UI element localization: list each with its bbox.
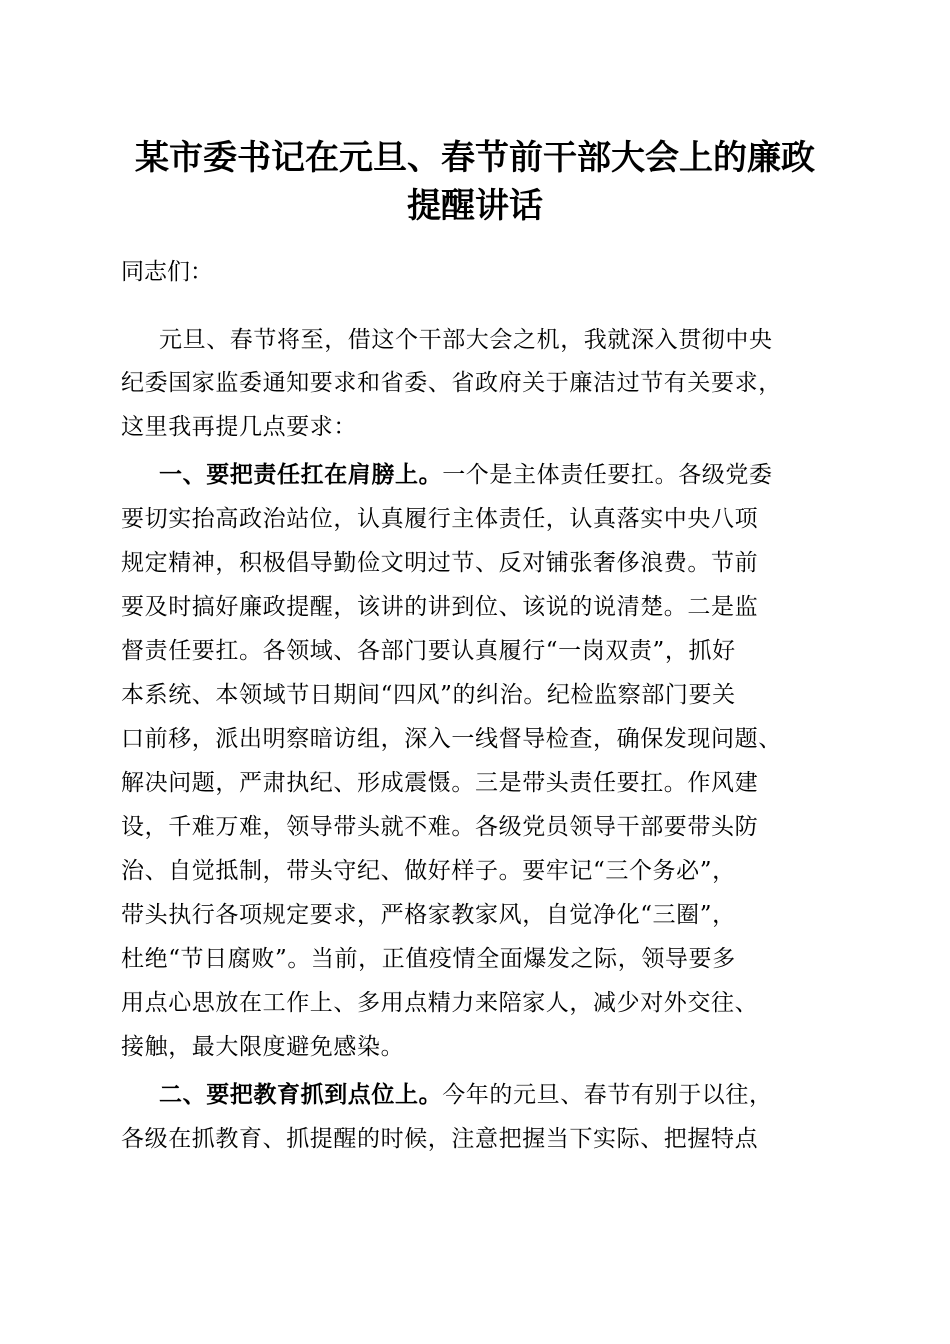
intro-line: 纪委国家监委通知要求和省委、省政府关于廉洁过节有关要求， <box>121 370 782 396</box>
section1-line: 杜绝“节日腐败”。当前，正值疫情全面爆发之际，领导要多 <box>121 946 736 972</box>
section1-line: 接触，最大限度避免感染。 <box>121 1034 405 1060</box>
document-title-line-2: 提醒讲话 <box>407 186 543 226</box>
section1-first-line-text: 一个是主体责任要扛。各级党委 <box>442 462 773 488</box>
section1-line: 解决问题，严肃执纪、形成震慑。三是带头责任要扛。作风建 <box>121 770 759 796</box>
section1-line: 用点心思放在工作上、多用点精力来陪家人，减少对外交往、 <box>121 990 759 1016</box>
intro-line: 这里我再提几点要求： <box>121 414 357 440</box>
section1-line: 设，千难万难，领导带头就不难。各级党员领导干部要带头防 <box>121 814 759 840</box>
section1-line: 要切实抬高政治站位，认真履行主体责任，认真落实中央八项 <box>121 506 759 532</box>
section2-heading: 二、要把教育抓到点位上。 <box>159 1082 443 1108</box>
section1-line: 本系统、本领域节日期间“四风”的纠治。纪检监察部门要关 <box>121 682 736 708</box>
salutation: 同志们： <box>121 259 213 285</box>
section1-first-line <box>121 455 869 495</box>
intro-line: 元旦、春节将至，借这个干部大会之机，我就深入贯彻中央 <box>159 327 773 353</box>
section2-line: 各级在抓教育、抓提醒的时候，注意把握当下实际、把握特点 <box>121 1126 759 1152</box>
section1-line: 带头执行各项规定要求，严格家教家风，自觉净化“三圈”， <box>121 902 736 928</box>
section1-line: 规定精神，积极倡导勤俭文明过节、反对铺张奢侈浪费。节前 <box>121 550 759 576</box>
section2-first-line-text: 今年的元旦、春节有别于以往， <box>442 1082 773 1108</box>
section1-heading: 一、要把责任扛在肩膀上。 <box>159 462 443 488</box>
document-title-line-1: 某市委书记在元旦、春节前干部大会上的廉政 <box>135 138 815 178</box>
section1-line: 口前移，派出明察暗访组，深入一线督导检查，确保发现问题、 <box>121 726 782 752</box>
section1-line: 督责任要扛。各领域、各部门要认真履行“一岗双责”，抓好 <box>121 638 736 664</box>
section1-line: 要及时搞好廉政提醒，该讲的讲到位、该说的说清楚。二是监 <box>121 594 759 620</box>
section2-first-line <box>121 1075 869 1115</box>
section1-line: 治、自觉抵制，带头守纪、做好样子。要牢记“三个务必”， <box>121 858 736 884</box>
